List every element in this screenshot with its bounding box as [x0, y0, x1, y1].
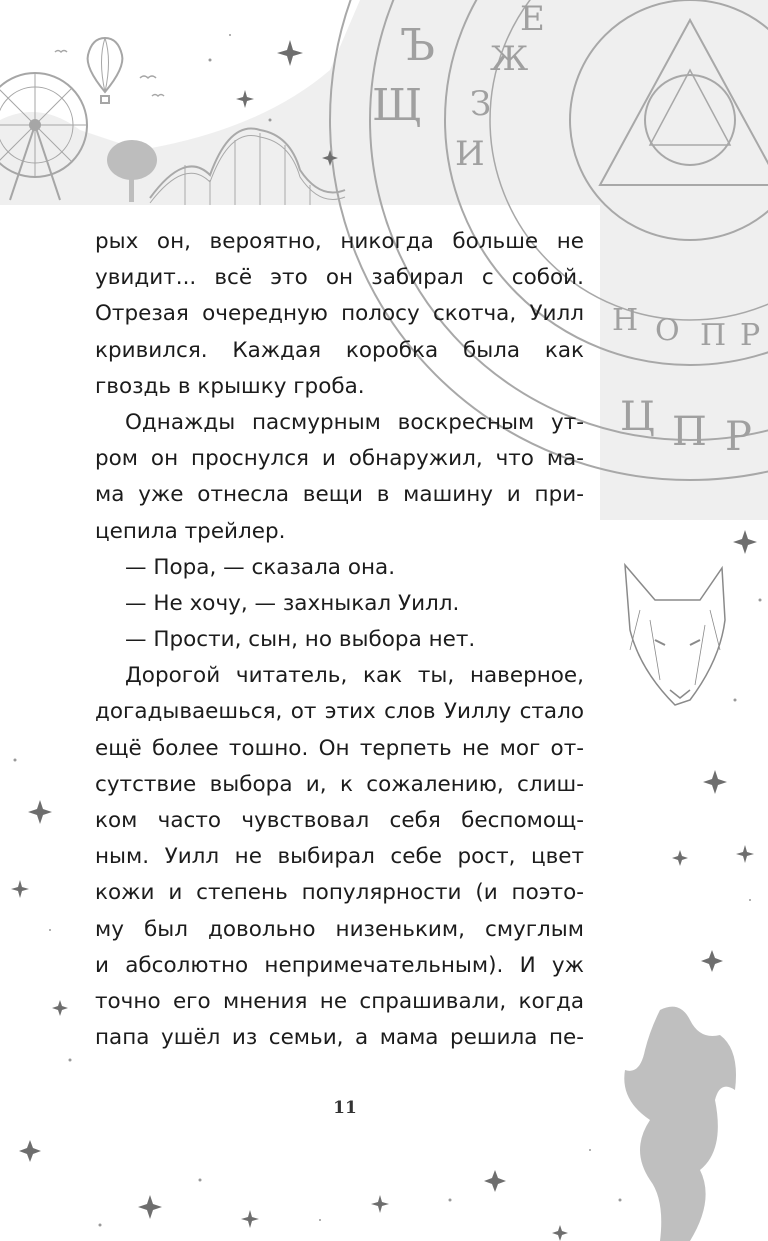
- wheel-letter-icon: Р: [740, 318, 761, 353]
- text-line: и абсолютно непримечательным). И уж: [95, 952, 584, 978]
- text-line: точно его мнения не спрашивали, когда: [95, 988, 584, 1014]
- text-line: цепила трейлер.: [95, 518, 286, 544]
- text-line: ком часто чувствовал себя беспомощ-: [95, 808, 584, 833]
- text-line: Отрезая очередную полосу скотча, Уилл: [95, 301, 584, 327]
- text-line: Дорогой читатель, как ты, наверное,: [125, 663, 584, 689]
- text-line: — Прости, сын, но выбора нет.: [125, 627, 476, 653]
- wheel-letter-icon: Ц: [620, 394, 655, 440]
- text-line: ма уже отнесла вещи в машину и при-: [95, 482, 584, 508]
- wheel-letter-icon: Ъ: [400, 20, 435, 71]
- text-line: папа ушёл из семьи, а мама решила пе-: [95, 1025, 584, 1051]
- text-line: догадываешься, от этих слов Уиллу стало: [95, 699, 584, 725]
- text-line: рых он, вероятно, никогда больше не: [95, 229, 584, 254]
- wheel-letter-icon: Е: [520, 0, 545, 39]
- wheel-letter-icon: И: [455, 134, 485, 174]
- text-line: кожи и степень популярности (и поэто-: [95, 880, 584, 906]
- wheel-letter-icon: П: [672, 409, 707, 455]
- text-line: увидит... всё это он забирал с собой.: [95, 265, 584, 291]
- text-line: ным. Уилл не выбирал себе рост, цвет: [95, 844, 584, 870]
- hot-air-balloon-icon: [88, 38, 123, 103]
- wheel-letter-icon: З: [470, 84, 492, 124]
- wolf-silhouette-icon: [624, 1007, 736, 1241]
- fox-head-icon: [625, 565, 725, 705]
- wheel-letter-icon: Р: [725, 414, 752, 460]
- wheel-letter-icon: Ж: [490, 39, 529, 79]
- text-line: — Не хочу, — захныкал Уилл.: [125, 590, 460, 616]
- wheel-letter-icon: Щ: [372, 80, 423, 131]
- text-line: кривился. Каждая коробка была как: [95, 337, 584, 363]
- text-line: гвоздь в крышку гроба.: [95, 373, 365, 399]
- text-line: ром он проснулся и обнаружил, что ма-: [95, 446, 584, 472]
- text-line: сутствие выбора и, к сожалению, слиш-: [95, 771, 584, 797]
- text-line: ещё более тошно. Он терпеть не мог от-: [95, 735, 584, 761]
- page-number: 11: [333, 1098, 357, 1118]
- wheel-letter-icon: О: [655, 313, 680, 348]
- wheel-letter-icon: П: [700, 318, 727, 353]
- text-line: — Пора, — сказала она.: [125, 554, 396, 580]
- body-text: [95, 224, 584, 1056]
- text-line: му был довольно низеньким, смуглым: [95, 916, 584, 942]
- text-line: Однажды пасмурным воскресным ут-: [125, 409, 584, 435]
- wheel-letter-icon: Н: [612, 303, 639, 338]
